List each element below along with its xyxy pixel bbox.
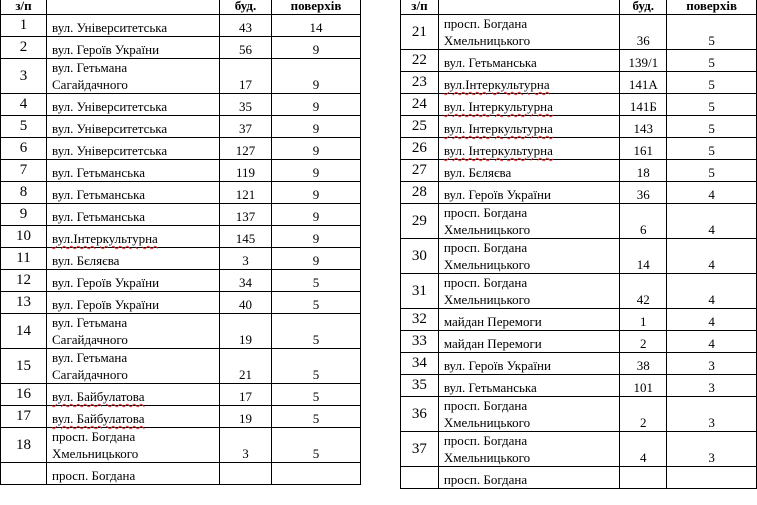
table-row [1,59,361,94]
floor-count: 5 [667,50,757,72]
address-cell [47,138,220,160]
floor-count: 5 [667,116,757,138]
building-number: 141А [620,72,667,94]
address-line: вул. Гетьманська [52,209,145,224]
row-number: 1 [1,15,47,37]
floor-count: 9 [272,116,361,138]
address-line: просп. Богдана [443,472,528,487]
table-row [1,138,361,160]
address-cell [47,428,220,463]
floor-count: 4 [667,239,757,274]
table-row [1,226,361,248]
address-line: вул. Гетьманська [52,165,145,180]
row-number: 26 [401,138,439,160]
table-row [1,94,361,116]
address-cell [438,94,620,116]
floor-count: 5 [272,349,361,384]
building-number: 2 [620,397,667,432]
row-number: 7 [1,160,47,182]
row-number: 31 [401,274,439,309]
table-row [1,314,361,349]
table-row [401,116,757,138]
floor-count: 9 [272,37,361,59]
row-number: 3 [1,59,47,94]
floor-count: 14 [272,15,361,37]
building-number: 18 [620,160,667,182]
address-cell [47,406,220,428]
address-cell [47,463,220,485]
address-cell [438,432,620,467]
row-number: 4 [1,94,47,116]
floor-count [272,463,361,485]
address-line: Хмельницького [52,446,139,461]
table-row [1,15,361,37]
floor-count: 3 [667,397,757,432]
address-cell [438,331,620,353]
floor-count: 3 [667,432,757,467]
address-line: вул. Гетьмана [52,60,128,75]
building-number: 36 [620,182,667,204]
address-line: вул. Університетська [52,20,168,35]
row-number: 15 [1,349,47,384]
row-number: 18 [1,428,47,463]
header-col2 [47,0,220,15]
floor-count: 4 [667,274,757,309]
floor-count: 3 [667,353,757,375]
address-line: вул. Бєляєва [443,165,512,180]
building-number: 21 [220,349,272,384]
row-number: 25 [401,116,439,138]
address-cell [47,349,220,384]
table-row [401,353,757,375]
building-number: 141Б [620,94,667,116]
building-number: 139/1 [620,50,667,72]
row-number: 12 [1,270,47,292]
address-line: Хмельницького [443,450,531,465]
address-line: майдан Перемоги [443,314,542,329]
floor-count: 5 [272,428,361,463]
address-line: вул. Героїв України [443,187,551,202]
building-number: 17 [220,384,272,406]
building-number: 127 [220,138,272,160]
address-cell [438,160,620,182]
row-number: 32 [401,309,439,331]
building-number: 3 [220,428,272,463]
table-body [1,0,361,485]
address-line: просп. Богдана [443,205,528,220]
building-number: 119 [220,160,272,182]
table-row [1,463,361,485]
row-number: 21 [401,15,439,50]
row-number: 14 [1,314,47,349]
table-row [1,248,361,270]
address-line: вул. Героїв України [443,358,551,373]
row-number: 23 [401,72,439,94]
table-row [401,432,757,467]
address-cell [438,239,620,274]
address-cell [47,292,220,314]
table-row [401,204,757,239]
table-row [401,375,757,397]
address-line: Хмельницького [443,222,531,237]
address-line: Хмельницького [443,33,531,48]
address-line: Сагайдачного [52,77,128,92]
floor-count: 9 [272,182,361,204]
floor-count: 5 [272,314,361,349]
building-number: 43 [220,15,272,37]
building-number: 17 [220,59,272,94]
building-number: 2 [620,331,667,353]
building-number: 34 [220,270,272,292]
row-number: 6 [1,138,47,160]
address-cell [47,384,220,406]
building-number: 6 [620,204,667,239]
buildings-table-left [0,0,361,485]
address-line: вул. Гетьмана [52,315,128,330]
address-cell [438,15,620,50]
address-line: вул. Гетьманська [443,55,537,70]
floor-count: 5 [272,292,361,314]
building-number: 143 [620,116,667,138]
address-line: Хмельницького [443,257,531,272]
floor-count: 4 [667,309,757,331]
header-row [401,0,757,15]
address-line: Сагайдачного [52,367,128,382]
floor-count: 9 [272,94,361,116]
address-line: вул. Героїв України [52,275,160,290]
row-number: 37 [401,432,439,467]
row-number [1,463,47,485]
table-row [1,384,361,406]
table-row [401,15,757,50]
address-line: просп. Богдана [443,240,528,255]
address-line: вул. Інтеркультурна [443,121,553,136]
address-line: вул. Бєляєва [52,253,120,268]
address-cell [438,309,620,331]
address-line: просп. Богдана [52,468,136,483]
address-line: вул. Університетська [52,99,168,114]
address-cell [438,50,620,72]
row-number: 10 [1,226,47,248]
building-number: 101 [620,375,667,397]
row-number: 36 [401,397,439,432]
row-number: 17 [1,406,47,428]
table-row [401,94,757,116]
table-row [1,406,361,428]
table-row [401,331,757,353]
address-cell [438,116,620,138]
address-line: просп. Богдана [443,398,528,413]
table-row [1,182,361,204]
row-number: 2 [1,37,47,59]
address-line: вул.Інтеркультурна [443,77,550,92]
floor-count: 5 [667,138,757,160]
address-line: вул.Інтеркультурна [52,231,158,246]
address-cell [438,138,620,160]
address-cell [438,72,620,94]
floor-count: 9 [272,226,361,248]
buildings-table-right [400,0,757,489]
address-cell [438,397,620,432]
table-row [401,72,757,94]
floor-count: 3 [667,375,757,397]
floor-count: 9 [272,138,361,160]
table-row [1,204,361,226]
row-number: 28 [401,182,439,204]
address-cell [47,94,220,116]
header-no: з/п [401,0,439,15]
building-number: 121 [220,182,272,204]
building-number: 4 [620,432,667,467]
address-line: майдан Перемоги [443,336,542,351]
address-cell [438,467,620,489]
table-row [401,138,757,160]
row-number: 35 [401,375,439,397]
building-number: 37 [220,116,272,138]
address-line: вул. Інтеркультурна [443,99,553,114]
address-cell [438,182,620,204]
row-number: 33 [401,331,439,353]
building-number: 36 [620,15,667,50]
address-cell [47,59,220,94]
floor-count: 9 [272,160,361,182]
floor-count: 5 [667,94,757,116]
floor-count: 4 [667,204,757,239]
building-number: 161 [620,138,667,160]
floor-count: 4 [667,182,757,204]
building-number: 40 [220,292,272,314]
address-line: Хмельницького [443,415,531,430]
row-number: 24 [401,94,439,116]
table-row [401,160,757,182]
floor-count: 5 [272,384,361,406]
address-cell [47,160,220,182]
building-number: 145 [220,226,272,248]
address-cell [47,204,220,226]
header-no: з/п [1,0,47,15]
row-number: 22 [401,50,439,72]
address-cell [47,314,220,349]
address-line: вул. Героїв України [52,42,160,57]
floor-count: 5 [667,160,757,182]
header-bud: буд. [620,0,667,15]
building-number: 56 [220,37,272,59]
table-row [1,428,361,463]
address-line: вул. Університетська [52,121,168,136]
table-row [1,37,361,59]
address-line: просп. Богдана [52,429,136,444]
floor-count: 9 [272,204,361,226]
building-number: 1 [620,309,667,331]
building-number: 137 [220,204,272,226]
row-number: 9 [1,204,47,226]
table-row [1,349,361,384]
address-cell [47,116,220,138]
table-body [401,0,757,489]
address-cell [47,182,220,204]
row-number: 13 [1,292,47,314]
address-cell [47,248,220,270]
floor-count: 5 [272,406,361,428]
address-line: вул. Байбулатова [52,411,145,426]
address-cell [438,204,620,239]
row-number [401,467,439,489]
header-row [1,0,361,15]
address-line: вул. Інтеркультурна [443,143,553,158]
header-floors: поверхів [667,0,757,15]
building-number [620,467,667,489]
header-floors: поверхів [272,0,361,15]
address-cell [438,375,620,397]
table-row [1,160,361,182]
address-cell [47,37,220,59]
row-number: 27 [401,160,439,182]
floor-count: 5 [667,15,757,50]
address-cell [47,15,220,37]
floor-count: 9 [272,59,361,94]
building-number: 35 [220,94,272,116]
floor-count: 9 [272,248,361,270]
table-row [401,50,757,72]
table-row [401,397,757,432]
address-line: вул. Гетьманська [52,187,145,202]
address-line: просп. Богдана [443,16,528,31]
building-number [220,463,272,485]
header-col2 [438,0,620,15]
address-cell [438,353,620,375]
building-number: 19 [220,406,272,428]
row-number: 8 [1,182,47,204]
table-row [401,467,757,489]
table-row [401,274,757,309]
floor-count [667,467,757,489]
table-row [401,182,757,204]
table-row [401,239,757,274]
header-bud: буд. [220,0,272,15]
address-line: Хмельницького [443,292,531,307]
table-row [1,292,361,314]
address-line: Сагайдачного [52,332,128,347]
address-line: вул. Байбулатова [52,389,145,404]
building-number: 3 [220,248,272,270]
address-line: вул. Гетьманська [443,380,537,395]
building-number: 42 [620,274,667,309]
floor-count: 4 [667,331,757,353]
row-number: 5 [1,116,47,138]
row-number: 29 [401,204,439,239]
address-cell [438,274,620,309]
floor-count: 5 [667,72,757,94]
address-cell [47,226,220,248]
table-row [401,309,757,331]
row-number: 16 [1,384,47,406]
address-line: просп. Богдана [443,275,528,290]
address-line: вул. Університетська [52,143,168,158]
row-number: 11 [1,248,47,270]
row-number: 34 [401,353,439,375]
building-number: 19 [220,314,272,349]
building-number: 38 [620,353,667,375]
address-cell [47,270,220,292]
floor-count: 5 [272,270,361,292]
table-row [1,270,361,292]
building-number: 14 [620,239,667,274]
table-row [1,116,361,138]
row-number: 30 [401,239,439,274]
address-line: вул. Героїв України [52,297,160,312]
address-line: вул. Гетьмана [52,350,128,365]
address-line: просп. Богдана [443,433,528,448]
